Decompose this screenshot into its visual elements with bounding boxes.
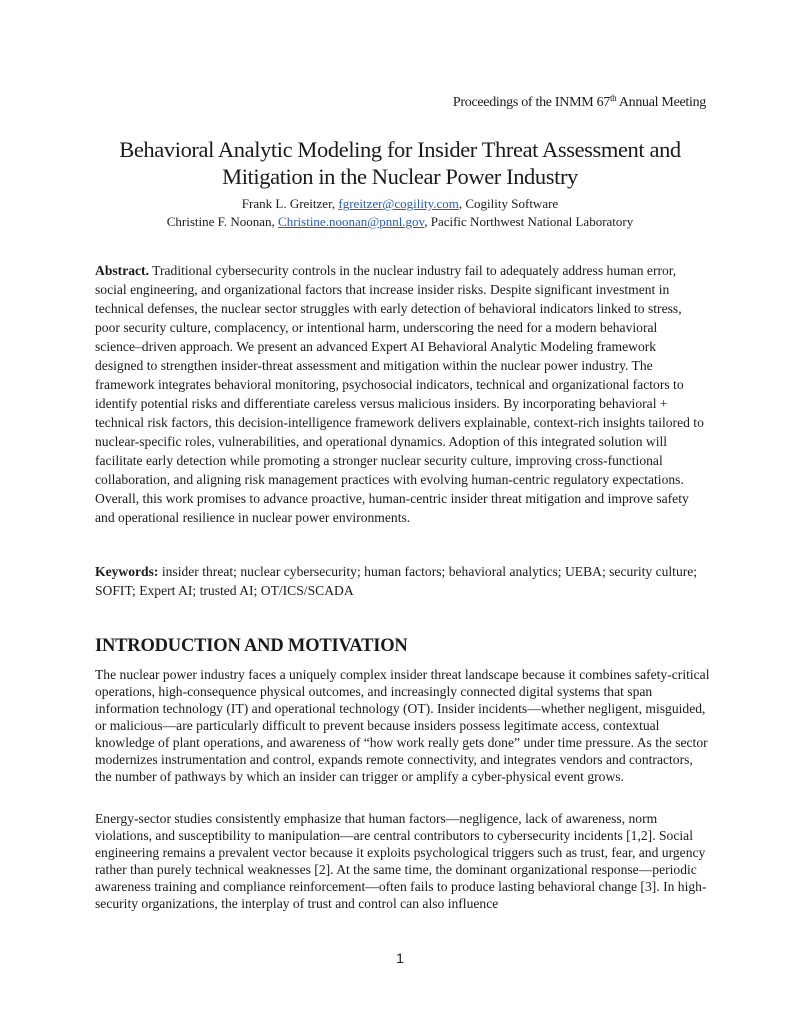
body-paragraph-1: The nuclear power industry faces a uniquely complex insider threat landscape because it combines safety-critical operations, high-consequence physical outcomes, and increasingly connected digital systems that span information technology (IT) and operational technology (OT). Insider incidents—whether negligent, misguided, or malicious—are particularly difficult to prevent because insiders possess legitimate access, contextual knowledge of plant operations, and awareness of “how work really gets done” under time pressure. As the sector modernizes instrumentation and control, expands remote connectivity, and integrates vendors and contractors, the number of pathways by which an insider can trigger or amplify a cyber-physical event grows. [95,667,710,784]
author-block [60,195,740,231]
paper-title [60,136,740,190]
author-line-2 [60,213,740,231]
author-line-1 [60,195,740,213]
keywords-label: Keywords: [95,564,159,579]
abstract-label: Abstract. [95,263,149,278]
author-1-name: Frank L. Greitzer, [241,196,339,211]
keywords [95,562,707,600]
paper-title-line-2: Mitigation in the Nuclear Power Industry [222,164,578,189]
abstract [95,261,707,527]
running-head [453,95,706,111]
keywords-text: insider threat; nuclear cybersecurity; human factors; behavioral analytics; UEBA; security culture; SOFIT; Expert AI; trusted AI; OT/ICS/SCADA [95,564,698,598]
running-head-prefix: Proceedings of the INMM 67 [452,95,610,110]
author-2-name: Christine F. Noonan, [166,214,279,229]
author-1-affiliation: , Cogility Software [458,196,559,211]
author-2-email-link[interactable]: Christine.noonan@pnnl.gov [278,214,425,229]
body-paragraph-2: Energy-sector studies consistently emphasize that human factors—negligence, lack of awareness, norm violations, and susceptibility to manipulation—are central contributors to cybersecurity incidents [1,2]. Social engineering remains a prevalent vector because it exploits psychological triggers such as trust, fear, and urgency rather than purely technical weaknesses [2]. At the same time, the dominant organizational response—periodic awareness training and compliance reinforcement—often fails to produce lasting behavioral change [3]. In high-security organizations, the interplay of trust and control can also influence [95,811,707,911]
author-1-email-link[interactable]: fgreitzer@cogility.com [338,196,459,211]
abstract-text: Traditional cybersecurity controls in the nuclear industry fail to adequately address human error, social engineering, and organizational factors that increase insider risks. Despite significant investment in technical defenses, the nuclear sector struggles with early detection of behavioral indicators linked to stress, poor security culture, complacency, or intentional harm, underscoring the need for a modern behavioral science–driven approach. We present an advanced Expert AI Behavioral Analytic Modeling framework designed to strengthen insider-threat assessment and mitigation within the nuclear power industry. The framework integrates behavioral monitoring, psychosocial indicators, technical and organizational factors to identify potential risks and differentiate careless versus malicious insiders. By incorporating behavioral + technical risk factors, this decision-intelligence framework delivers explainable, context-rich insights tailored to nuclear-specific roles, vulnerabilities, and operational dynamics. Adoption of this integrated solution will facilitate early detection while promoting a stronger nuclear security culture, improving cross-functional collaboration, and aligning risk management practices with evolving human-centric regulatory expectations. Overall, this work promises to advance proactive, human-centric insider threat mitigation and improve safety and operational resilience in nuclear power environments. [95,263,704,525]
running-head-suffix: Annual Meeting [616,95,706,110]
author-2-affiliation: , Pacific Northwest National Laboratory [424,214,634,229]
section-heading: INTRODUCTION AND MOTIVATION [95,636,408,656]
paper-title-line-1: Behavioral Analytic Modeling for Insider Threat Assessment and [119,137,681,162]
page-number: 1 [396,950,404,966]
running-head-superscript: th [609,93,617,103]
